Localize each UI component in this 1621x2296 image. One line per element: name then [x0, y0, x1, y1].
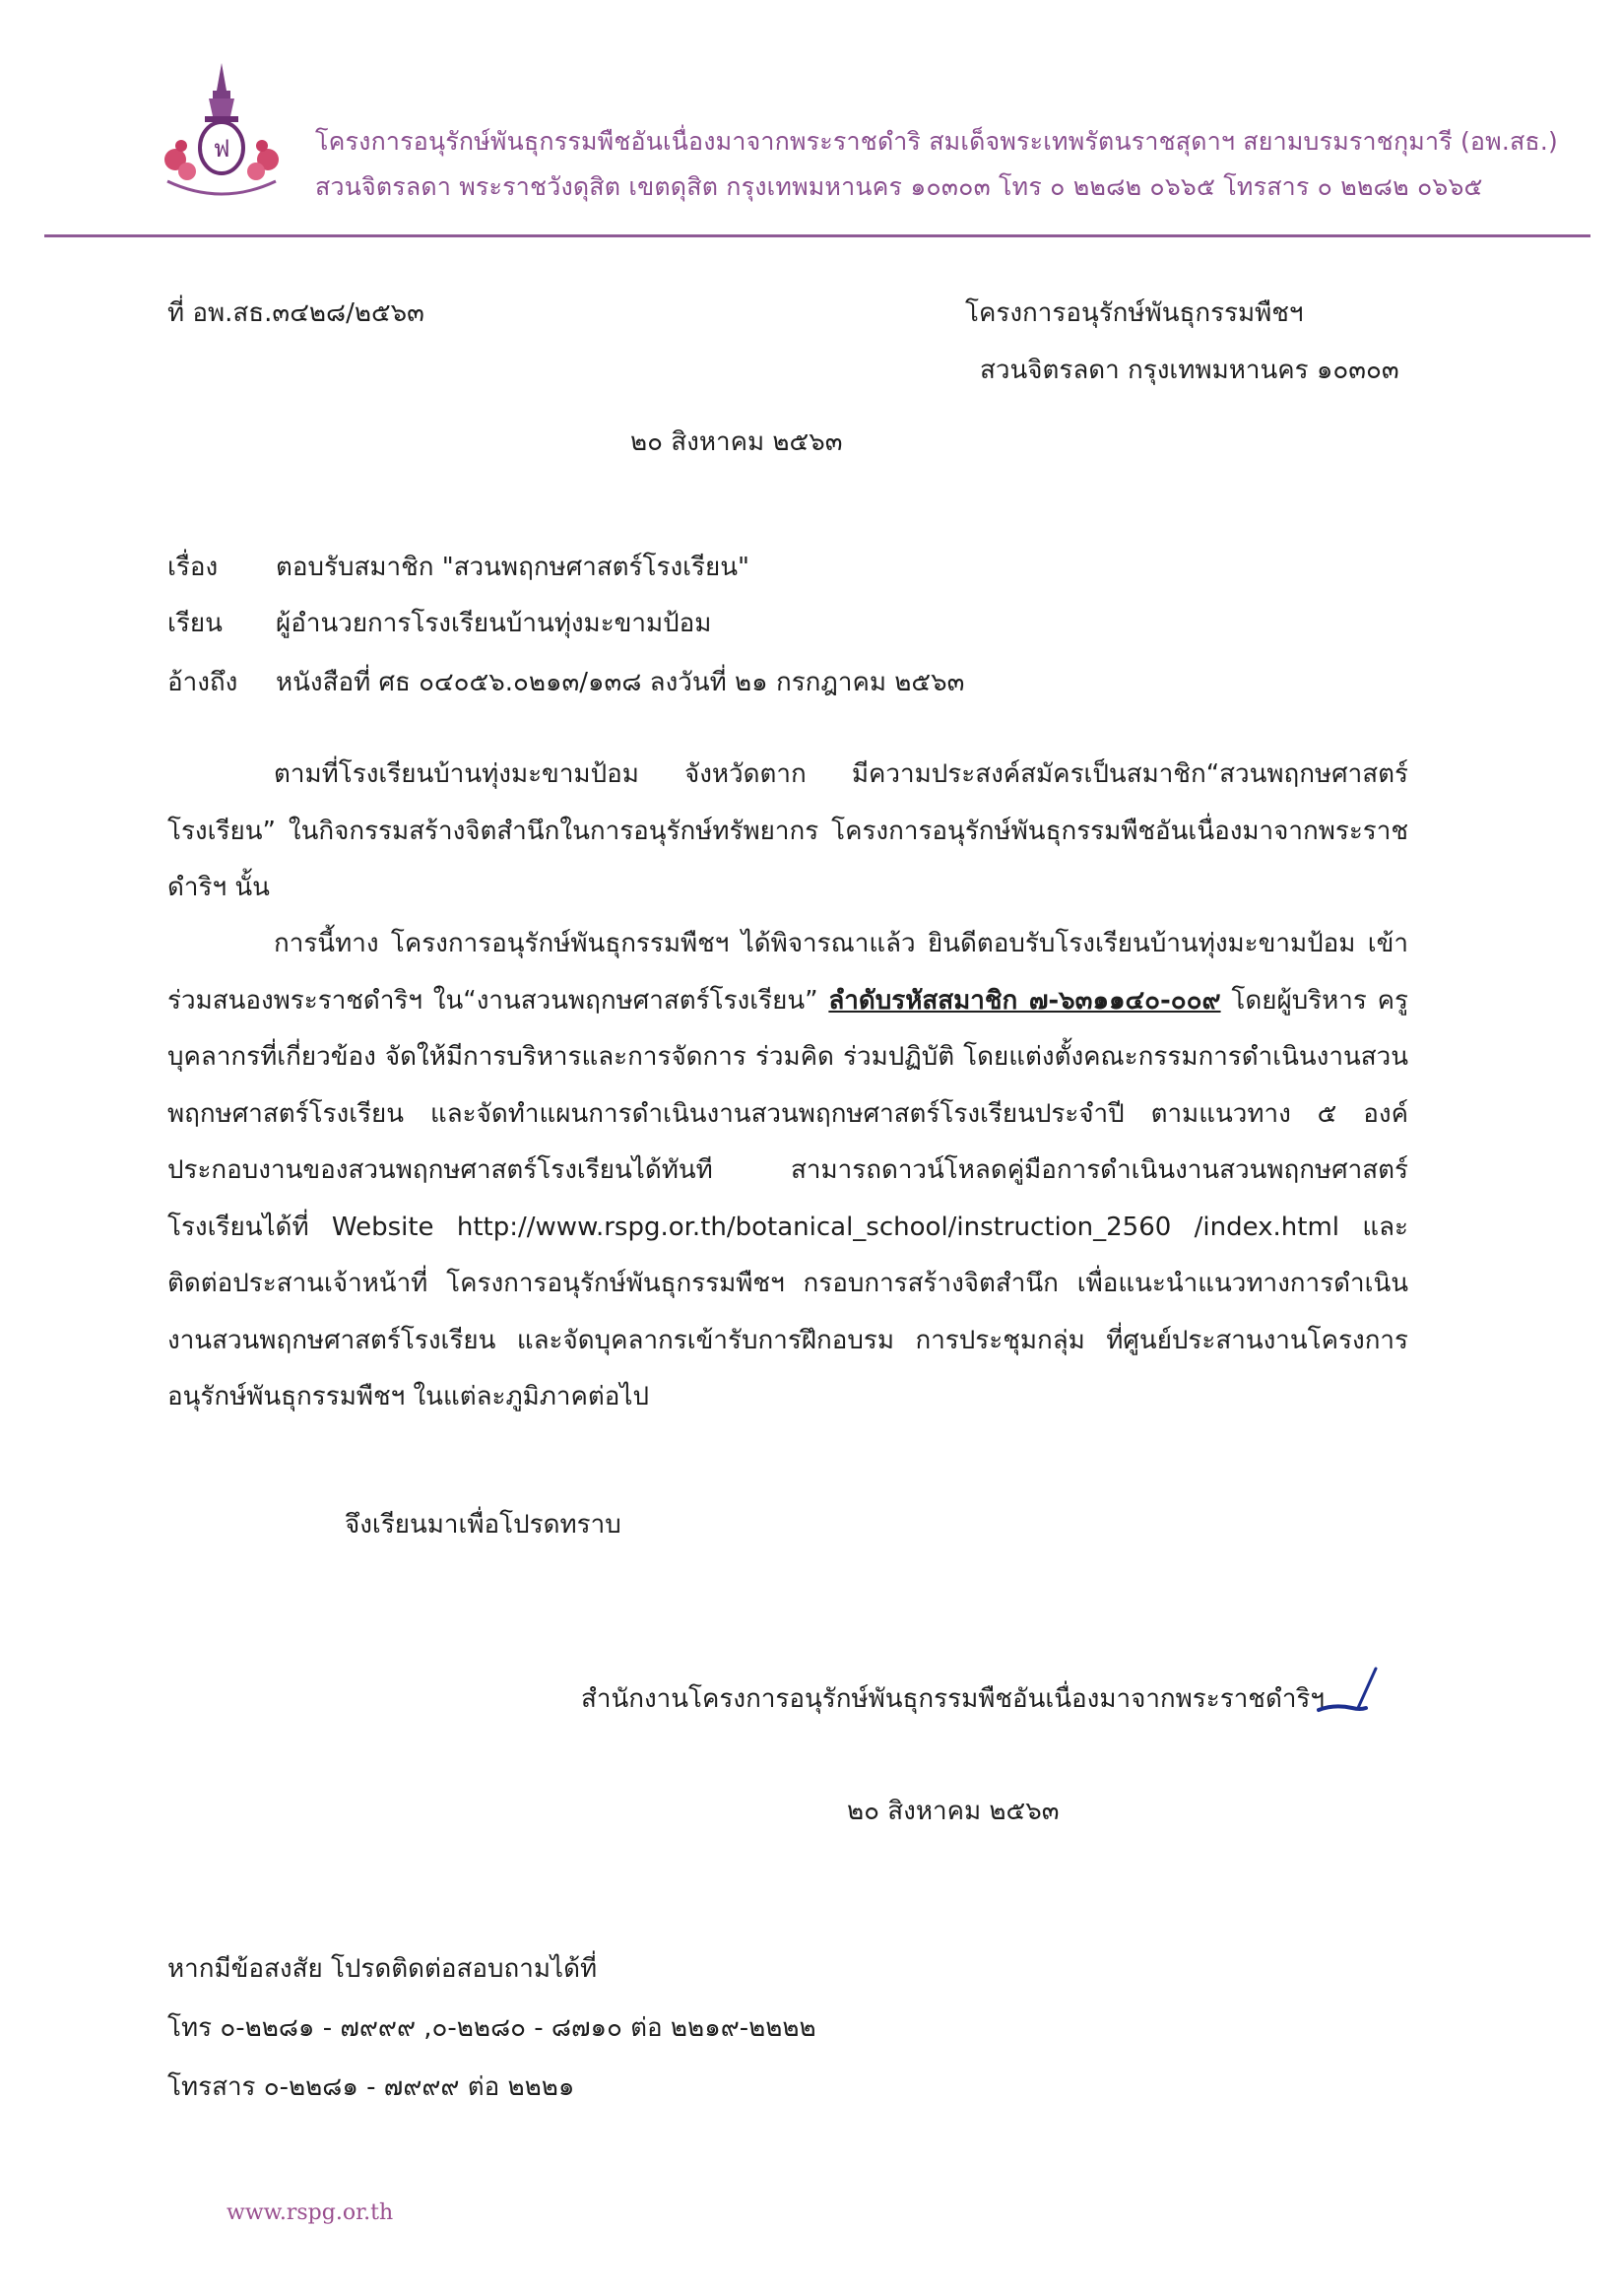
member-code: ลำดับรหัสสมาชิก ๗-๖๓๑๑๔๐-๐๐๙: [828, 985, 1221, 1016]
signature-office: สำนักงานโครงการอนุรักษ์พันธุกรรมพืชอันเนื่องมาจากพระราชดำริฯ: [581, 1684, 1325, 1714]
letterhead-line-2: สวนจิตรลดา พระราชวังดุสิต เขตดุสิต กรุงเทพมหานคร ๑๐๓๐๓ โทร ๐ ๒๒๘๒ ๐๖๖๕ โทรสาร ๐ ๒๒๘๒ ๐๖๖๕: [315, 172, 1483, 201]
letter-date: ๒๐ สิงหาคม ๒๕๖๓: [630, 427, 843, 457]
contact-intro: หากมีข้อสงสัย โปรดติดต่อสอบถามได้ที่: [167, 1954, 598, 1984]
to-value: ผู้อำนวยการโรงเรียนบ้านทุ่งมะขามป้อม: [276, 609, 712, 638]
reference-label: อ้างถึง: [167, 668, 238, 697]
royal-emblem-icon: [148, 61, 295, 199]
svg-text:ฟ: ฟ: [213, 135, 230, 163]
signature-date: ๒๐ สิงหาคม ๒๕๖๓: [847, 1797, 1060, 1826]
header-divider: [44, 234, 1590, 237]
signature-mark-icon: [1315, 1665, 1394, 1724]
body-paragraph-1-text: ตามที่โรงเรียนบ้านทุ่งมะขามป้อม จังหวัดตาก มีความประสงค์สมัครเป็นสมาชิก“สวนพฤกษศาสตร์โรงเรียน” ในกิจกรรมสร้างจิตสำนึกในการอนุรักษ์ทรัพยากร โครงการอนุรักษ์พันธุกรรมพืชอันเนื่องมาจากพระราชดำริฯ นั้น: [167, 759, 1408, 902]
closing-line: จึงเรียนมาเพื่อโปรดทราบ: [345, 1510, 621, 1540]
body-paragraph-2-intro: การนี้ทาง โครงการอนุรักษ์พันธุกรรมพืชฯ ได้พิจารณาแล้ว ยินดีตอบรับโรงเรียนบ้านทุ่งมะขามป้อม เข้าร่วมสนองพระราชดำริฯ ใน“งานสวนพฤกษศาสตร์โรงเรียน”: [167, 929, 1408, 1016]
body-paragraph-2-rest: โดยผู้บริหาร ครู บุคลากรที่เกี่ยวข้อง จัดให้มีการบริหารและการจัดการ ร่วมคิด ร่วมปฏิบัติ โดยแต่งตั้งคณะกรรมการดำเนินงานสวนพฤกษศาสตร์โรงเรียน และจัดทำแผนการดำเนินงานสวนพฤกษศาสตร์โรงเรียนประจำปี ตามแนวทาง ๕ องค์ประกอบงานของสวนพฤกษศาสตร์โรงเรียนได้ทันที สามารถดาวน์โหลดคู่มือการดำเนินงานสวนพฤกษศาสตร์โรงเรียนได้ที่ Website http://www.rspg.or.th/botanical_school/instruction_2560 /index.html และติดต่อประสานเจ้าหน้าที่ โครงการอนุรักษ์พันธุกรรมพืชฯ กรอบการสร้างจิตสำนึก เพื่อแนะนำแนวทางการดำเนินงานสวนพฤกษศาสตร์โรงเรียน และจัดบุคลากรเข้ารับการฝึกอบรม การประชุมกลุ่ม ที่ศูนย์ประสานงานโครงการอนุรักษ์พันธุกรรมพืชฯ ในแต่ละภูมิภาคต่อไป: [167, 985, 1409, 1411]
subject-label: เรื่อง: [167, 553, 219, 582]
sender-line-2: สวนจิตรลดา กรุงเทพมหานคร ๑๐๓๐๓: [980, 356, 1399, 385]
body-paragraph-2: [167, 916, 1408, 1426]
footer-website-link[interactable]: www.rspg.or.th: [227, 2200, 394, 2225]
reference-value: หนังสือที่ ศธ ๐๔๐๕๖.๐๒๑๓/๑๓๘ ลงวันที่ ๒๑ กรกฎาคม ๒๕๖๓: [276, 668, 965, 697]
letterhead-line-1: โครงการอนุรักษ์พันธุกรรมพืชอันเนื่องมาจากพระราชดำริ สมเด็จพระเทพรัตนราชสุดาฯ สยามบรมราชกุมารี (อพ.สธ.): [315, 127, 1558, 156]
body-paragraph-1: [167, 747, 1408, 917]
reference-number: ที่ อพ.สธ.๓๔๒๘/๒๕๖๓: [167, 298, 424, 328]
sender-line-1: โครงการอนุรักษ์พันธุกรรมพืชฯ: [965, 298, 1304, 328]
contact-phone: โทร ๐-๒๒๘๑ - ๗๙๙๙ ,๐-๒๒๘๐ - ๘๗๑๐ ต่อ ๒๒๑๙-๒๒๒๒: [167, 2013, 816, 2043]
subject-value: ตอบรับสมาชิก "สวนพฤกษศาสตร์โรงเรียน": [276, 553, 749, 582]
contact-fax: โทรสาร ๐-๒๒๘๑ - ๗๙๙๙ ต่อ ๒๒๒๑: [167, 2072, 575, 2102]
to-label: เรียน: [167, 609, 223, 638]
